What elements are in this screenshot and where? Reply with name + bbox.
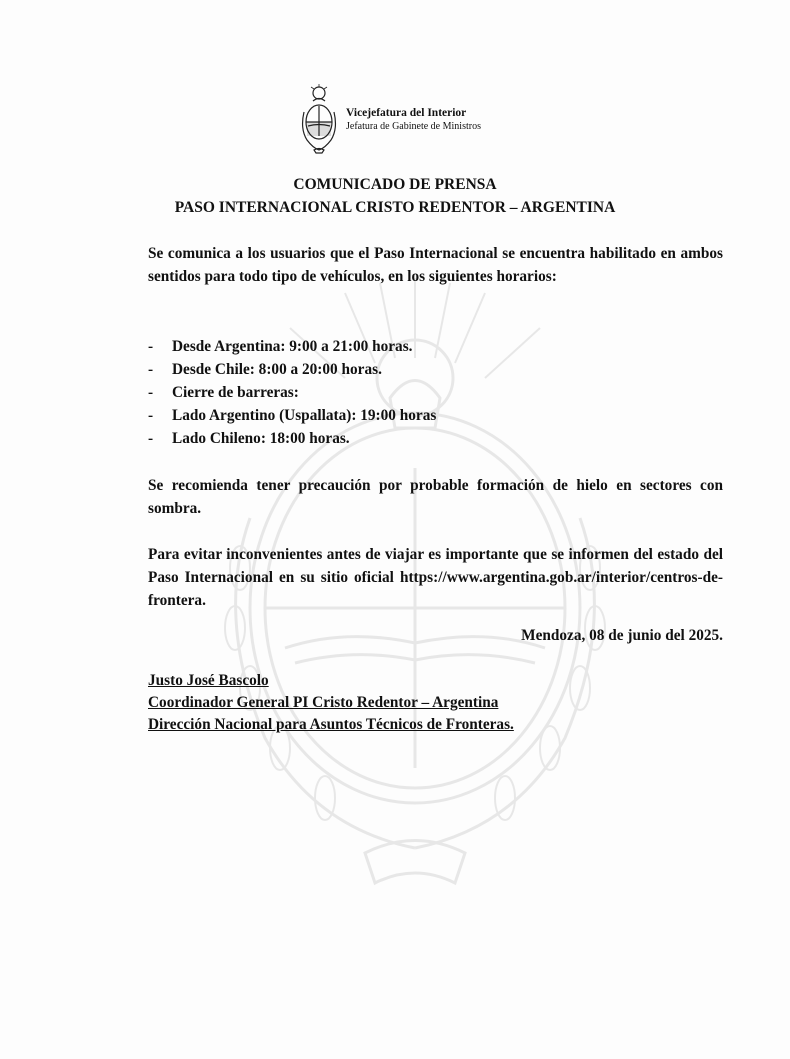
schedule-item-text: Lado Argentino (Uspallata): 19:00 horas — [172, 407, 437, 424]
schedule-list — [148, 335, 436, 450]
list-bullet: - — [148, 430, 154, 447]
list-item — [148, 358, 436, 381]
organization-title: Vicejefatura del Interior — [346, 107, 467, 119]
organization-name — [346, 107, 481, 133]
list-bullet: - — [148, 407, 154, 424]
advice-paragraph: Para evitar inconvenientes antes de viajar es importante que se informen del estado del Paso Internacional en su sitio oficial https://www.argentina.gob.ar/interior/centros-de-frontera. — [148, 546, 723, 609]
list-item — [148, 427, 436, 450]
warning-paragraph: Se recomienda tener precaución por probable formación de hielo en sectores con sombra. — [148, 477, 723, 517]
schedule-item-text: Lado Chileno: 18:00 horas. — [172, 430, 350, 447]
department-title: Jefatura de Gabinete de Ministros — [346, 121, 481, 132]
list-bullet: - — [148, 338, 154, 355]
signatory-name: Justo José Bascolo — [148, 672, 269, 689]
document-title — [0, 173, 790, 219]
title-line-1: COMUNICADO DE PRENSA — [293, 176, 497, 193]
list-item — [148, 335, 436, 358]
signatory-role: Coordinador General PI Cristo Redentor – Argentina — [148, 694, 499, 711]
argentina-coat-of-arms-icon — [299, 84, 339, 154]
title-line-2: PASO INTERNACIONAL CRISTO REDENTOR – ARGENTINA — [174, 199, 616, 216]
list-bullet: - — [148, 384, 154, 401]
signatory-office: Dirección Nacional para Asuntos Técnicos de Fronteras. — [148, 716, 514, 733]
intro-paragraph: Se comunica a los usuarios que el Paso Internacional se encuentra habilitado en ambos sentidos para todo tipo de vehículos, en los siguientes horarios: — [148, 245, 723, 285]
list-item — [148, 381, 436, 404]
signature-block — [148, 670, 514, 736]
place-date: Mendoza, 08 de junio del 2025. — [521, 627, 723, 644]
schedule-item-text: Desde Argentina: 9:00 a 21:00 horas. — [172, 338, 413, 355]
list-bullet: - — [148, 361, 154, 378]
list-item — [148, 404, 436, 427]
schedule-item-text: Cierre de barreras: — [172, 384, 299, 401]
letterhead — [299, 84, 481, 154]
schedule-item-text: Desde Chile: 8:00 a 20:00 horas. — [172, 361, 382, 378]
